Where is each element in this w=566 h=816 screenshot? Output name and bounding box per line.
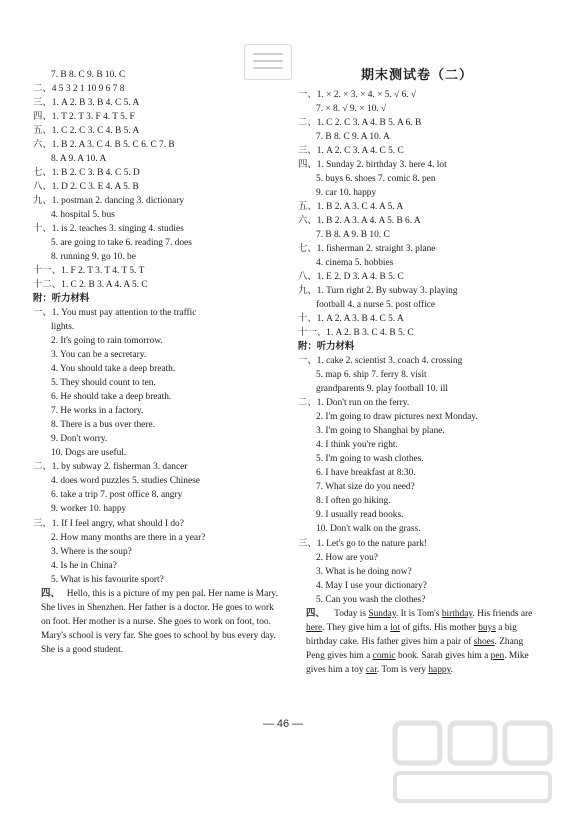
blank-answer: Sunday [368, 608, 396, 619]
left-answer-line: 6. He should take a deep breath. [51, 392, 172, 403]
right-answer-line: 2. I'm going to draw pictures next Monday. [316, 412, 478, 423]
right-answer-line: 7. What size do you need? [316, 482, 415, 493]
left-answer-line: 7. B 8. C 9. B 10. C [51, 70, 126, 80]
passage-text: . Mike gives him a toy [306, 650, 529, 675]
right-answer-line: football 4. a nurse 5. post office [316, 300, 436, 311]
left-answer-line: 9. worker 10. happy [51, 504, 127, 515]
right-answer-line: 一、1. × 2. × 3. × 4. × 5. √ 6. √ [298, 90, 417, 100]
right-answer-line: 八、1. E 2. D 3. A 4. B 5. C [298, 272, 404, 283]
right-answer-line: 4. May I use your dictionary? [316, 580, 427, 591]
left-answer-line: 三、1. A 2. B 3. B 4. C 5. A [33, 98, 140, 109]
right-answer-line: 7. B 8. A 9. B 10. C [316, 230, 390, 241]
left-answer-line: 二、1. by subway 2. fisherman 3. dancer [33, 462, 188, 473]
blank-answer: here [306, 622, 323, 633]
left-answer-lines [33, 68, 283, 587]
left-answer-line: 5. are going to take 6. reading 7. does [51, 238, 192, 249]
right-answer-line: 二、1. Don't run on the ferry. [298, 398, 410, 409]
blank-answer: car [365, 664, 377, 675]
blank-answer: happy [428, 664, 451, 675]
right-answer-line: 三、1. A 2. C 3. A 4. C 5. C [298, 146, 404, 157]
left-column [33, 68, 283, 657]
right-passage [298, 607, 536, 677]
left-answer-line: 九、1. postman 2. dancing 3. dictionary [33, 196, 185, 207]
right-answer-line: 5. buys 6. shoes 7. comic 8. pen [316, 174, 436, 185]
left-answer-line: 8. A 9. A 10. A [51, 154, 107, 165]
left-answer-line: 四、1. T 2. T 3. F 4. T 5. F [33, 112, 135, 123]
blank-answer: pen [490, 650, 505, 661]
right-answer-line: 7. × 8. √ 9. × 10. √ [316, 104, 387, 115]
passage-text: . Zhang Peng gives him a [306, 636, 524, 661]
left-answer-line: 三、1. If I feel angry, what should I do? [33, 518, 184, 529]
left-answer-line: 6. take a trip 7. post office 8. angry [51, 490, 183, 501]
left-passage [33, 587, 283, 657]
passage-text: . They give him a [322, 622, 391, 633]
passage-text: book. Sarah gives him a [395, 650, 491, 661]
left-answer-line: 七、1. B 2. C 3. B 4. C 5. D [33, 168, 140, 179]
left-answer-line: 八、1. D 2. C 3. E 4. A 5. B [33, 182, 139, 193]
left-answer-line: 9. Don't worry. [51, 434, 108, 445]
passage-text: . Tom is very [376, 664, 429, 675]
left-answer-line: 3. You can be a secretary. [51, 350, 147, 361]
left-answer-line: 8. running 9. go 10. be [51, 252, 136, 263]
right-answer-line: 三、1. Let's go to the nature park! [298, 538, 427, 549]
right-answer-line: 四、1. Sunday 2. birthday 3. here 4. lot [298, 160, 447, 171]
right-answer-line: 4. I think you're right. [316, 440, 398, 451]
left-passage-text: Hello, this is a picture of my pen pal. Her name is Mary. She lives in Shenzhen. Her father is a doctor. He goes to work on foot. Her mother is a nurse. She goes to work on foot, too. Mary's school is very far. She goes to school by bus every day. She is a good student. [41, 588, 278, 655]
left-answer-line: 5. What is his favourite sport? [51, 574, 164, 585]
right-answer-line: 九、1. Turn right 2. By subway 3. playing [298, 286, 458, 297]
right-answer-line: 7. B 8. C 9. A 10. A [316, 132, 390, 143]
passage-text: of gifts. His mother [400, 622, 479, 633]
right-answer-line: 一、1. cake 2. scientist 3. coach 4. crossing [298, 356, 463, 367]
passage-text: . It is Tom's [395, 608, 442, 619]
left-answer-line: 8. There is a bus over there. [51, 420, 155, 431]
left-answer-line: lights. [51, 322, 75, 333]
watermark-logo [385, 715, 560, 810]
right-answer-line: 十一、1. A 2. B 3. C 4. B 5. C [298, 328, 414, 339]
right-answer-line: 10. Don't walk on the grass. [316, 524, 421, 535]
right-answer-line: 二、1. C 2. C 3. A 4. B 5. A 6. B [298, 118, 422, 129]
left-answer-line: 5. They should count to ten. [51, 378, 156, 389]
right-answer-line: 9. I usually read books. [316, 510, 404, 521]
right-answer-line: 五、1. B 2. A 3. C 4. A 5. A [298, 202, 404, 213]
passage-text: . His friends are [472, 608, 533, 619]
blank-answer: birthday [441, 608, 473, 619]
left-answer-line: 3. Where is the soup? [51, 546, 132, 557]
left-answer-line: 六、1. B 2. A 3. C 4. B 5. C 6. C 7. B [33, 140, 175, 151]
right-answer-line: 5. Can you wash the clothes? [316, 594, 426, 605]
right-answer-line: 5. map 6. ship 7. ferry 8. visit [316, 370, 427, 381]
left-passage-label: 四、 [41, 588, 60, 599]
left-answer-line: 4. does word puzzles 5. studies Chinese [51, 476, 200, 487]
left-answer-line: 2. How many months are there in a year? [51, 532, 206, 543]
blank-answer: comic [372, 650, 396, 661]
right-answer-line: 2. How are you? [316, 552, 378, 563]
right-answer-line: 3. I'm going to Shanghai by plane. [316, 426, 445, 437]
blank-answer: buys [478, 622, 496, 633]
left-answer-line: 五、1. C 2. C 3. C 4. B 5. A [33, 126, 140, 137]
right-answer-line: 5. I'm going to wash clothes. [316, 454, 424, 465]
right-answer-line: 6. I have breakfast at 8:30. [316, 468, 416, 479]
right-answer-line: 附：听力材料 [298, 342, 355, 353]
left-answer-line: 十二、1. C 2. B 3. A 4. A 5. C [33, 280, 148, 291]
passage-text: Today is [334, 608, 369, 619]
right-answer-line: 十、1. A 2. A 3. B 4. C 5. A [298, 314, 404, 325]
left-answer-line: 附：听力材料 [33, 294, 90, 305]
passage-text: . [450, 664, 453, 675]
right-answer-line: 8. I often go hiking. [316, 496, 391, 507]
right-answer-line: 七、1. fisherman 2. straight 3. plane [298, 244, 436, 255]
right-answer-line: 4. cinema 5. hobbies [316, 258, 394, 269]
right-column [298, 68, 536, 677]
left-answer-line: 二、4 5 3 2 1 10 9 6 7 8 [33, 84, 125, 95]
left-answer-line: 4. You should take a deep breath. [51, 364, 176, 375]
passage-text: a big birthday cake. His father gives him a pair of [306, 622, 517, 647]
left-answer-line: 10. Dogs are useful. [51, 448, 127, 459]
right-answer-line: grandparents 9. play football 10. ill [316, 384, 449, 395]
blank-answer: lot [390, 622, 401, 633]
section-title: 期末测试卷（二） [360, 68, 473, 83]
right-answer-line: 9. car 10. happy [316, 188, 377, 199]
left-answer-line: 4. hospital 5. bus [51, 210, 115, 221]
page-number: — 46 — [262, 718, 304, 730]
right-answer-line: 3. What is he doing now? [316, 566, 412, 577]
left-answer-line: 一、1. You must pay attention to the traffic [33, 308, 197, 319]
left-answer-line: 4. Is he in China? [51, 560, 117, 571]
left-answer-line: 十一、1. F 2. T 3. T 4. T 5. T [33, 266, 145, 277]
right-answer-line: 六、1. B 2. A 3. A 4. A 5. B 6. A [298, 216, 421, 227]
left-answer-line: 十、1. is 2. teaches 3. singing 4. studies [33, 224, 184, 235]
left-answer-line: 7. He works in a factory. [51, 406, 144, 417]
blank-answer: shoes [473, 636, 495, 647]
right-answer-lines [298, 88, 536, 607]
left-answer-line: 2. It's going to rain tomorrow. [51, 336, 163, 347]
right-passage-label: 四、 [306, 608, 325, 619]
